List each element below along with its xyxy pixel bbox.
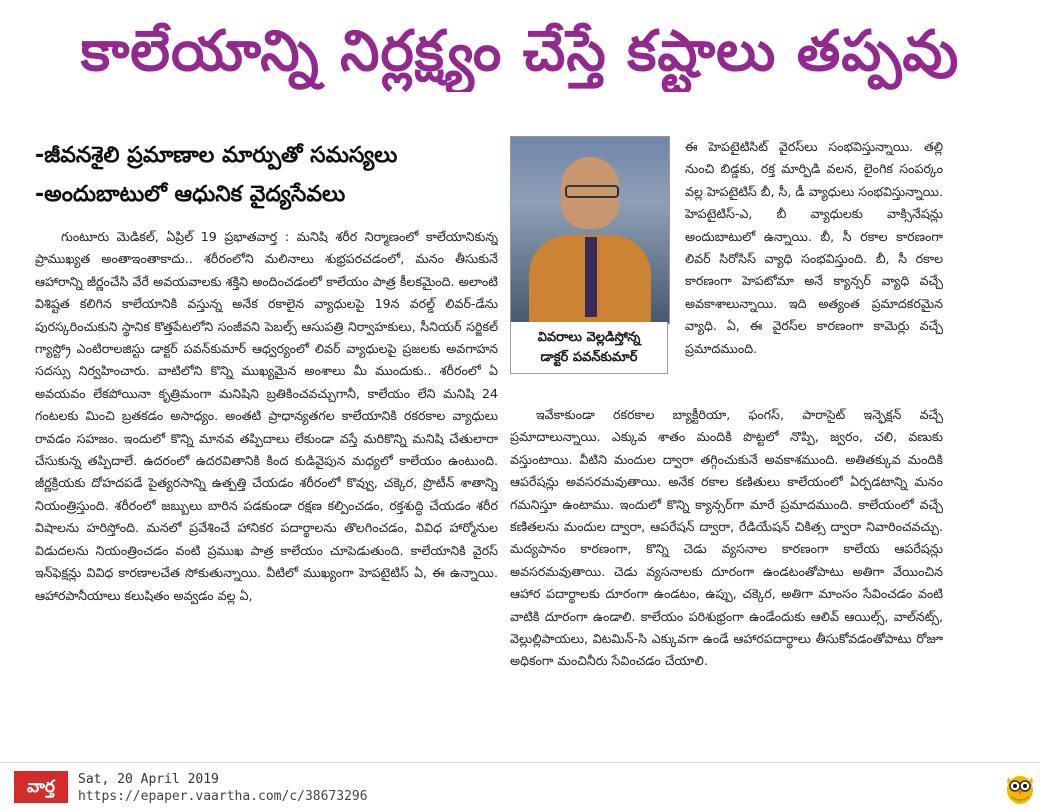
article-paragraph: ఈ హెపటైటిసిట్ వైరస్‌లు సంభవిస్తున్నాయి. తల్లి నుంచి బిడ్డకు, రక్త మార్పిడి వలన, లైంగిక సంపర్కం వల్ల హెపటైటిస్ బీ, సీ, డీ వ్యాధులు సంభవిస్తున్నాయి. హెపటైటిస్-ఎ, బీ వ్యాధులకు వాక్సినేషన్లు అందుబాటులో ఉన్నాయి. బీ, సీ రకాల కారణంగా లివర్ సిరోసిస్ వ్యాధి సంభవిస్తుంది. బీ, సీ రకాల కారణంగా హెపటోమా అనే క్యాన్సర్ వ్యాధి వచ్చే అవకాశాలున్నాయి. ఇది అత్యంత ప్రమాదకరమైన వ్యాధి. ఏ, ఈ వైరస్‌ల కారణంగా కామెర్లు వచ్చే ప్రమాదముంది. <box>685 139 943 356</box>
doctor-photo <box>510 136 670 324</box>
photo-glasses-shape <box>565 185 619 198</box>
article-column-1 <box>35 226 498 746</box>
subheading-2: -అందుబాటులో ఆధునిక వైద్యసేవలు <box>35 182 346 207</box>
photo-tie-shape <box>585 237 597 317</box>
subheading-1: -జీవనశైలి ప్రమాణాల మార్పుతో సమస్యలు <box>35 143 398 168</box>
vaartha-logo[interactable]: వార్త <box>14 771 68 803</box>
headline: కాలేయాన్ని నిర్లక్ష్యం చేస్తే కష్టాలు తప్పవు <box>80 19 960 84</box>
photo-caption <box>510 322 668 374</box>
photo-caption-line-2: డాక్టర్ పవన్‌కుమార్ <box>540 350 638 365</box>
photo-caption-line-1: వివరాలు వెల్లడిస్తోన్న <box>537 330 641 345</box>
article-paragraph: ఇవేకాకుండా రకరకాల బ్యాక్టీరియా, ఫంగస్, పారాసైట్ ఇన్ఫెక్షన్ వచ్చే ప్రమాదాలున్నాయి. ఎక్కువ శాతం మందికి పొట్టలో నొప్పి, జ్వరం, చలి, వణుకు వస్తుంటాయి. వీటిని మందుల ద్వారా తగ్గించుకునే అవకాశముంది. అతితక్కువ మందికి ఆపరేషన్లు అవసరమవుతాయి. అనేక రకాల కణితులు కాలేయంలో ఏర్పడటాన్ని మనం గమనిస్తూ ఉంటాము. ఇందులో కొన్ని క్యాన్సర్‌గా మారే ప్రమాదముంది. కాలేయంలో వచ్చే కణితలను మందుల ద్వారా, ఆపరేషన్ ద్వారా, రేడియేషన్ చికిత్స ద్వారా నివారించవచ్చు. మద్యపానం కారణంగా, కొన్ని చెడు వ్యసనాల కారణంగా కాలేయ ఆపరేషన్లు అవసరమవుతాయి. చెడు వ్యసనాలకు దూరంగా ఉండటంతోపాటు అతిగా వేయించిన ఆహార పదార్థాలకు దూరంగా ఉండటం, ఉప్పు, చక్కెర, అతిగా మాంసం సేవించడం వంటి వాటికి దూరంగా ఉండాలి. కాలేయం పరిశుభ్రంగా ఉండేందుకు ఆలివ్ ఆయిల్స్, వాల్‌నట్స్, వెల్లుల్లిపాయలు, విటమిన్-సి ఎక్కువగా ఉండే ఆహారపదార్థాలు తీసుకోవడంతోపాటు రోజూ అధికంగా మంచినీరు సేవించడం చేయాలి. <box>510 407 943 669</box>
epaper-url-link[interactable]: https://epaper.vaartha.com/c/38673296 <box>78 789 368 804</box>
article-column-2-bottom <box>510 404 943 744</box>
owl-mascot-icon <box>1005 769 1035 805</box>
footer-bar <box>0 762 1040 810</box>
article-paragraph: గుంటూరు మెడికల్, ఏప్రిల్ 19 ప్రభాతవార్త : మనిషి శరీర నిర్మాణంలో కాలేయానికున్న ప్రాముఖ్యత అంతాఇంతాకాదు.. శరీరంలోని మలినాలు శుభ్రపరచడంలో, మనం తీసుకునే ఆహారాన్ని జీర్ణంచేసి వేరే అవయవాలకు శక్తిని అందించడంలో కాలేయం పాత్ర కీలకమైంది. అలాంటి విశిష్టత కలిగిన కాలేయానికి వస్తున్న అనేక రకాలైన వ్యాధులపై 19న వరల్డ్ లివర్-డేను పురస్కరించుకుని స్థానిక కొత్తపేటలోని సంజీవని పెబల్స్ ఆసుపత్రి నిర్వాహకులు, సీనియర్ సర్జికల్ గ్యాస్ట్రో ఎంటిరాలజిస్టు డాక్టర్ పవన్‌కుమార్ ఆధ్వర్యంలో లివర్ వ్యాధులపై ప్రజలకు అవగాహన సదస్సు నిర్వహించారు. వాటిలోని కొన్ని ముఖ్యమైన అంశాలు మీ ముందుకు.. శరీరంలో ఏ అవయవం లేకపోయినా కృత్రిమంగా మనిషిని బ్రతికించవచ్చుగానీ, కాలేయం లేని మనిషి 24 గంటలకు మించి బ్రతకడం అసాధ్యం. అంతటి ప్రాధాన్యతగల కాలేయానికి రకరకాల వ్యాధులు రావడం సహజం. ఇందులో కొన్ని మానవ తప్పిదాలు లేకుండా వస్తే మరికొన్ని మనిషి చేతులారా చేసుకున్న తప్పిదాలే. ఉదరంలో ఉదరవితానికి కింద కుడివైపున మధ్యలో కాలేయం ఉంటుంది. జీర్ణక్రియకు దోహదపడే పైత్యరసాన్ని ఉత్పత్తి చేయడం శరీరంలో కొవ్వు, చక్కెర, ప్రొటీన్ శాతాన్ని నియంత్రిస్తుంది. శరీరంలో జబ్బులు బారిన పడకుండా రక్షణ కల్పించడం, రక్తశుద్ధి చేయడం శరీర విషాలను హరిస్తోంది. మనలో ప్రవేశించే హానికర పదార్థాలను తొలగించడం, వివిధ హార్మోనుల విడుదలను నియంత్రించడం వంటి ప్రముఖ పాత్ర కాలేయం చూపెడుతుంది. కాలేయానికి వైరస్ ఇన్‌ఫెక్షన్లు వివిధ కారణాలచేత సోకుతున్నాయి. వీటిలో ముఖ్యంగా హెపటైటిస్ ఏ, ఈ ఉన్నాయి. ఆహారపానీయాలు కలుషితం అవ్వడం వల్ల ఏ, <box>35 229 498 603</box>
article-column-2-top <box>685 136 943 400</box>
edition-date: Sat, 20 April 2019 <box>78 772 219 787</box>
